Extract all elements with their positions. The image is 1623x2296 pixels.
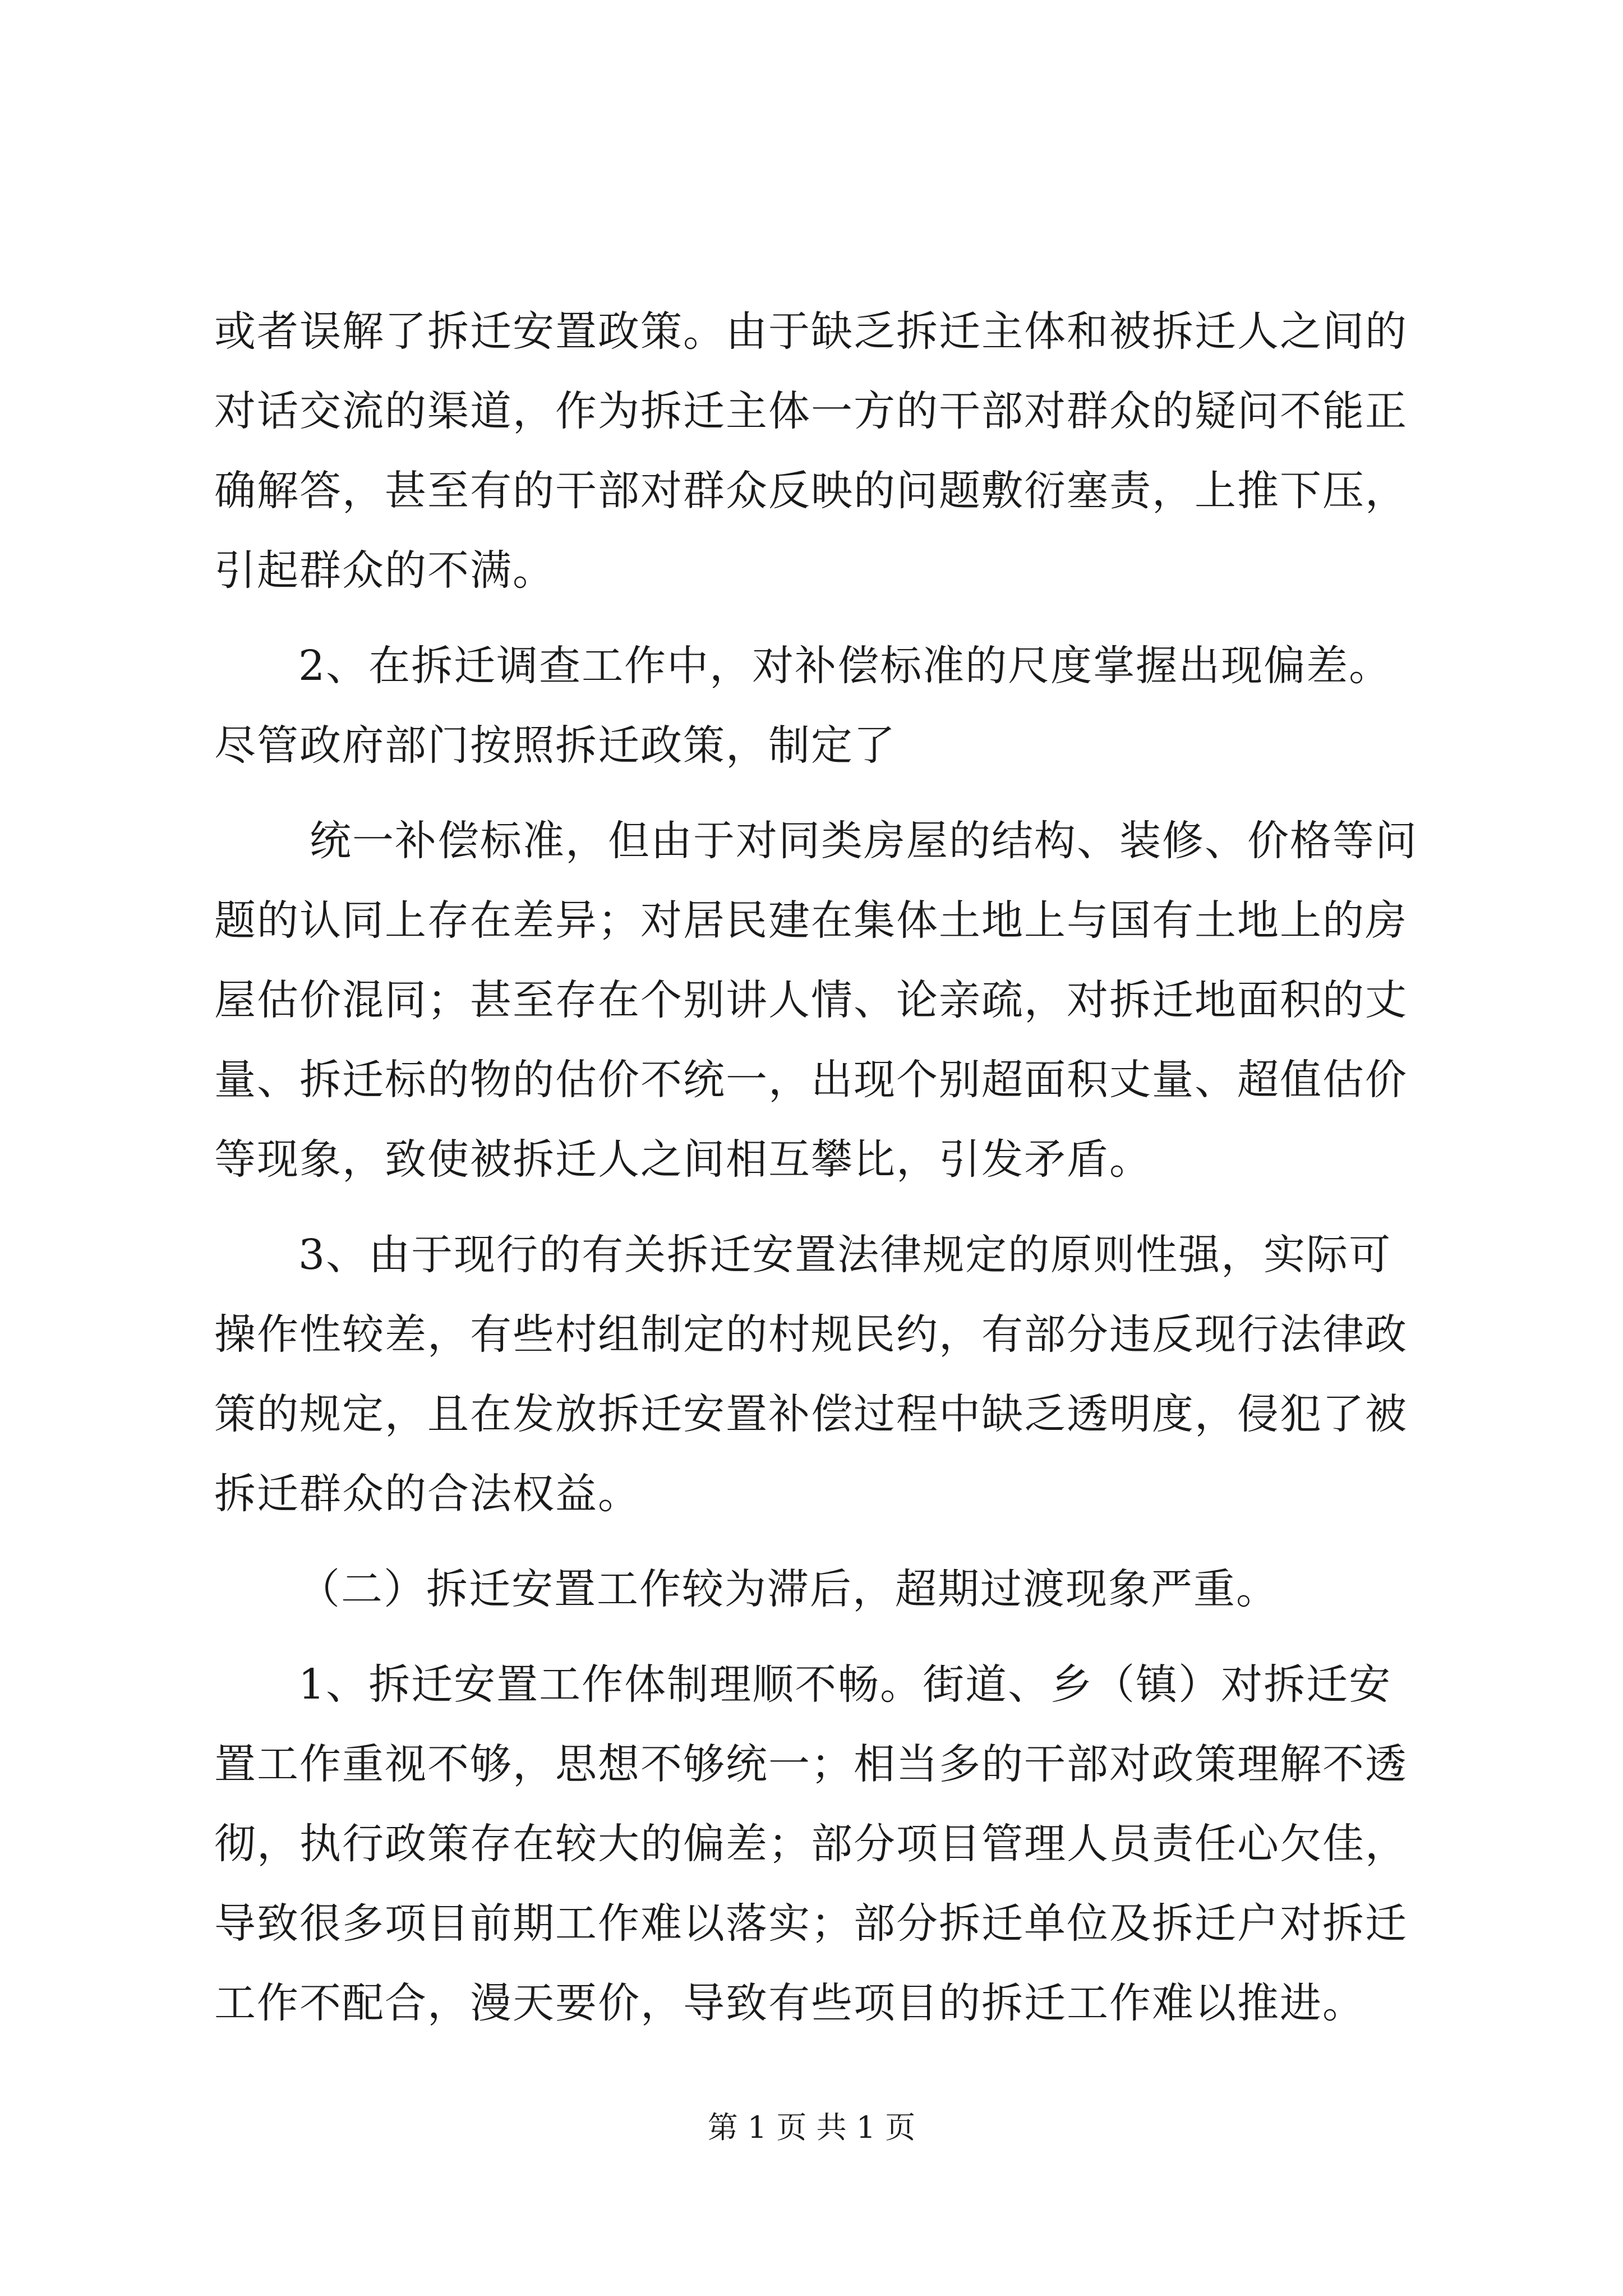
text-line: 导致很多项目前期工作难以落实；部分拆迁单位及拆迁户对拆迁: [214, 1899, 1408, 1948]
text-line: 策的规定，且在发放拆迁安置补偿过程中缺乏透明度，侵犯了被: [214, 1390, 1408, 1438]
paragraph-start-line: 统一补偿标准，但由于对同类房屋的结构、装修、价格等问: [310, 817, 1418, 865]
page-number-footer: 第 1 页 共 1 页: [707, 2110, 916, 2145]
text-line: 或者误解了拆迁安置政策。由于缺乏拆迁主体和被拆迁人之间的: [214, 307, 1408, 356]
text-line: 等现象，致使被拆迁人之间相互攀比，引发矛盾。: [214, 1135, 1152, 1184]
text-line: 尽管政府部门按照拆迁政策，制定了: [214, 721, 896, 770]
text-line: 工作不配合，漫天要价，导致有些项目的拆迁工作难以推进。: [214, 1979, 1365, 2027]
section-heading: （二）拆迁安置工作较为滞后，超期过渡现象严重。: [298, 1565, 1279, 1613]
document-body: [214, 292, 1437, 2043]
text-line: 题的认同上存在差异；对居民建在集体土地上与国有土地上的房: [214, 896, 1408, 945]
text-line: 拆迁群众的合法权益。: [214, 1470, 640, 1518]
paragraph-start-line: 3、由于现行的有关拆迁安置法律规定的原则性强，实际可: [298, 1231, 1392, 1279]
text-line: 置工作重视不够，思想不够统一；相当多的干部对政策理解不透: [214, 1740, 1408, 1788]
text-line: 引起群众的不满。: [214, 546, 555, 595]
paragraph-start-line: 1、拆迁安置工作体制理顺不畅。街道、乡（镇）对拆迁安: [298, 1660, 1392, 1709]
paragraph-start-line: 2、在拆迁调查工作中，对补偿标准的尺度掌握出现偏差。: [298, 642, 1392, 690]
text-line: 彻，执行政策存在较大的偏差；部分项目管理人员责任心欠佳，: [214, 1820, 1408, 1868]
text-line: 操作性较差，有些村组制定的村规民约，有部分违反现行法律政: [214, 1310, 1408, 1359]
text-line: 确解答，甚至有的干部对群众反映的问题敷衍塞责，上推下压，: [214, 467, 1408, 515]
text-line: 对话交流的渠道，作为拆迁主体一方的干部对群众的疑问不能正: [214, 387, 1408, 435]
text-line: 屋估价混同；甚至存在个别讲人情、论亲疏，对拆迁地面积的丈: [214, 976, 1408, 1024]
text-line: 量、拆迁标的物的估价不统一，出现个别超面积丈量、超值估价: [214, 1056, 1408, 1104]
